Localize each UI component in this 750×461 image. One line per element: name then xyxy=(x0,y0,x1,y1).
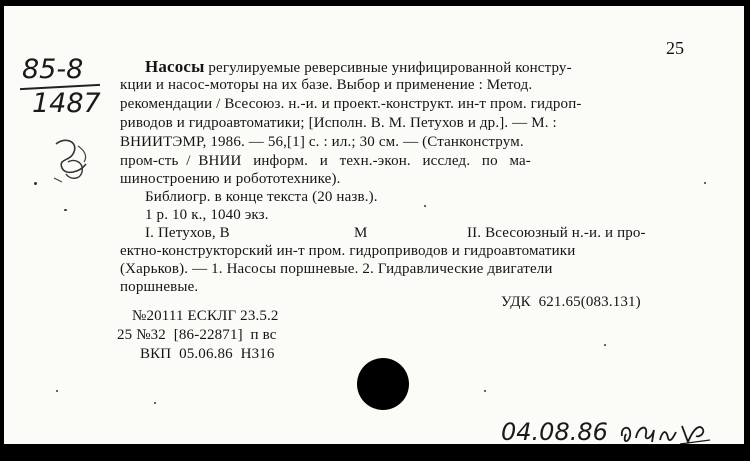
scan-speck xyxy=(424,205,426,207)
page-number: 25 xyxy=(666,38,684,58)
entry-line-2: кции и насос-моторы на их базе. Выбор и применение : Метод. xyxy=(120,77,533,93)
call-number-top: 85-8 xyxy=(22,54,84,85)
scan-speck xyxy=(604,344,606,346)
registry-line-2: 25 №32 [86-22871] п вс xyxy=(117,327,277,343)
entry-line-4: риводов и гидроавтоматики; [Исполн. В. М. Петухов и др.]. — М. : xyxy=(120,115,557,131)
bibliography-note: Библиогр. в конце текста (20 назв.). xyxy=(145,189,378,205)
scan-speck xyxy=(64,209,67,211)
tracing-line-3: (Харьков). — 1. Насосы поршневые. 2. Гидравлические двигатели xyxy=(120,261,553,277)
registry-line-1: №20111 ЕСКЛГ 23.5.2 xyxy=(132,308,279,324)
entry-line-5: ВНИИТЭМР, 1986. — 56,[1] с. : ил.; 30 см. — (Станконструм. xyxy=(120,134,524,150)
entry-line-3: рекомендации / Всесоюз. н.-и. и проект.-конструкт. ин-т пром. гидроп- xyxy=(120,96,582,112)
entry-line-7: шиностроению и робототехнике). xyxy=(120,171,341,187)
library-stamp-mark xyxy=(48,132,98,188)
handwritten-date: 04.08.86 xyxy=(501,418,608,444)
scan-speck xyxy=(34,182,37,185)
entry-title-start: регулируемые реверсивные унифицированной констру- xyxy=(208,60,572,76)
handwritten-signature xyxy=(618,414,714,444)
tracing-line-4: поршневые. xyxy=(120,279,199,295)
registry-line-3: ВКП 05.06.86 Н316 xyxy=(140,346,275,362)
tracing-corporate-name: II. Всесоюзный н.-и. и про- xyxy=(467,225,646,241)
scan-speck xyxy=(484,390,486,392)
entry-line-6: пром-сть / ВНИИ информ. и техн.-экон. исслед. по ма- xyxy=(120,153,531,169)
scan-speck xyxy=(154,402,156,404)
catalog-card xyxy=(4,6,744,444)
scan-speck xyxy=(704,182,706,184)
udc-classification: УДК 621.65(083.131) xyxy=(501,294,641,310)
tracing-line-2: ектно-конструкторский ин-т пром. гидроприводов и гидроавтоматики xyxy=(120,243,576,259)
scan-speck xyxy=(56,390,58,392)
price-and-print-run: 1 р. 10 к., 1040 экз. xyxy=(145,207,269,223)
entry-heading: Насосы xyxy=(145,57,205,76)
entry-line-1 xyxy=(145,58,572,77)
tracing-personal-name: I. Петухов, В xyxy=(145,225,230,241)
punched-hole xyxy=(357,358,409,410)
tracing-personal-initial: М xyxy=(354,225,368,241)
call-number-bottom: 1487 xyxy=(32,88,101,119)
